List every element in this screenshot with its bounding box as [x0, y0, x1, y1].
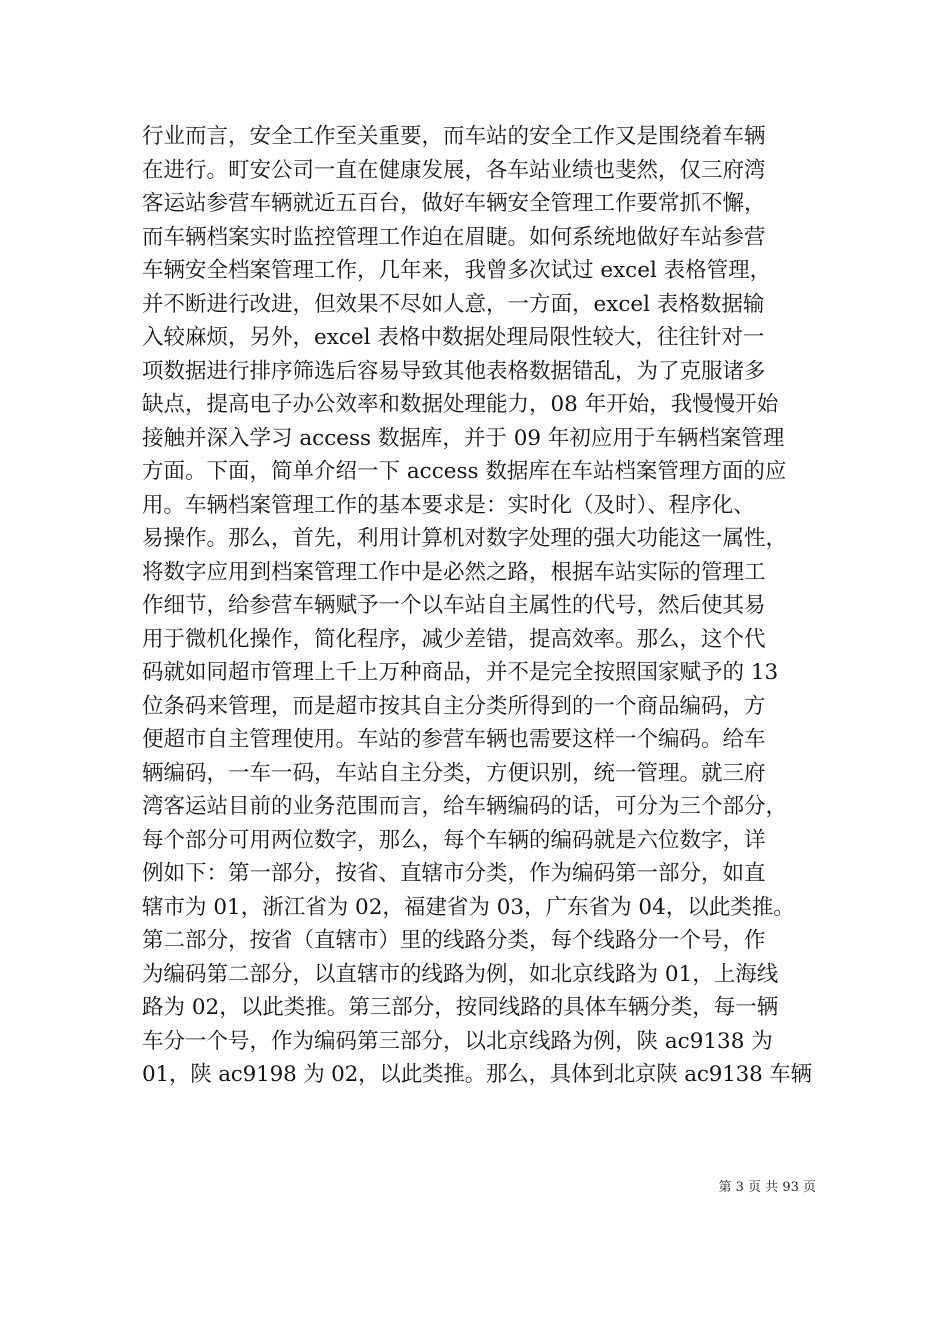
text-line: 项数据进行排序筛选后容易导致其他表格数据错乱，为了克服诸多 [142, 358, 766, 384]
text-line: 第二部分，按省（直辖市）里的线路分类，每个线路分一个号，作 [142, 928, 766, 953]
text-line: 位条码来管理，而是超市按其自主分类所得到的一个商品编码，方 [142, 693, 766, 719]
page-footer: 第 3 页 共 93 页 [718, 1180, 816, 1195]
text-line: 用于微机化操作，简化程序，减少差错，提高效率。那么，这个代 [142, 626, 766, 652]
text-line: 易操作。那么，首先，利用计算机对数字处理的强大功能这一属性， [142, 526, 788, 551]
text-line: 缺点，提高电子办公效率和数据处理能力，08 年开始，我慢慢开始 [142, 392, 779, 417]
text-line: 将数字应用到档案管理工作中是必然之路，根据车站实际的管理工 [142, 559, 766, 585]
text-line: 车分一个号，作为编码第三部分，以北京线路为例，陕 ac9138 为 [142, 1028, 773, 1054]
text-line: 而车辆档案实时监控管理工作迫在眉睫。如何系统地做好车站参营 [142, 224, 766, 250]
text-line: 辖市为 01，浙江省为 02，福建省为 03，广东省为 04，以此类推。 [142, 894, 795, 920]
text-line: 客运站参营车辆就近五百台，做好车辆安全管理工作要常抓不懈， [142, 191, 766, 216]
text-line: 辆编码，一车一码，车站自主分类，方便识别，统一管理。就三府 [142, 760, 766, 786]
text-line: 每个部分可用两位数字，那么，每个车辆的编码就是六位数字，详 [142, 827, 766, 853]
text-line: 为编码第二部分，以直辖市的线路为例，如北京线路为 01，上海线 [142, 961, 779, 987]
text-line: 并不断进行改进，但效果不尽如人意，一方面，excel 表格数据输 [142, 291, 765, 317]
text-line: 便超市自主管理使用。车站的参营车辆也需要这样一个编码。给车 [142, 727, 766, 752]
text-line: 入较麻烦，另外，excel 表格中数据处理局限性较大，往往针对一 [142, 325, 765, 350]
text-line: 用。车辆档案管理工作的基本要求是：实时化（及时）、程序化、 [142, 492, 755, 518]
body-text [142, 120, 812, 1092]
text-line: 行业而言，安全工作至关重要，而车站的安全工作又是围绕着车辆 [142, 124, 766, 149]
text-line: 01，陕 ac9198 为 02，以此类推。那么，具体到北京陕 ac9138 车辆 [142, 1062, 812, 1087]
text-line: 在进行。町安公司一直在健康发展，各车站业绩也斐然，仅三府湾 [142, 157, 766, 183]
text-line: 湾客运站目前的业务范围而言，给车辆编码的话，可分为三个部分， [142, 794, 788, 819]
text-line: 路为 02，以此类推。第三部分，按同线路的具体车辆分类，每一辆 [142, 995, 779, 1020]
text-line: 作细节，给参营车辆赋予一个以车站自主属性的代号，然后使其易 [142, 593, 766, 618]
text-line: 车辆安全档案管理工作，几年来，我曾多次试过 excel 表格管理， [142, 258, 772, 283]
text-line: 方面。下面，简单介绍一下 access 数据库在车站档案管理方面的应 [142, 459, 787, 484]
text-line: 例如下：第一部分，按省、直辖市分类，作为编码第一部分，如直 [142, 861, 766, 886]
text-line: 接触并深入学习 access 数据库，并于 09 年初应用于车辆档案管理 [142, 425, 785, 451]
text-line: 码就如同超市管理上千上万种商品，并不是完全按照国家赋予的 13 [142, 660, 779, 685]
